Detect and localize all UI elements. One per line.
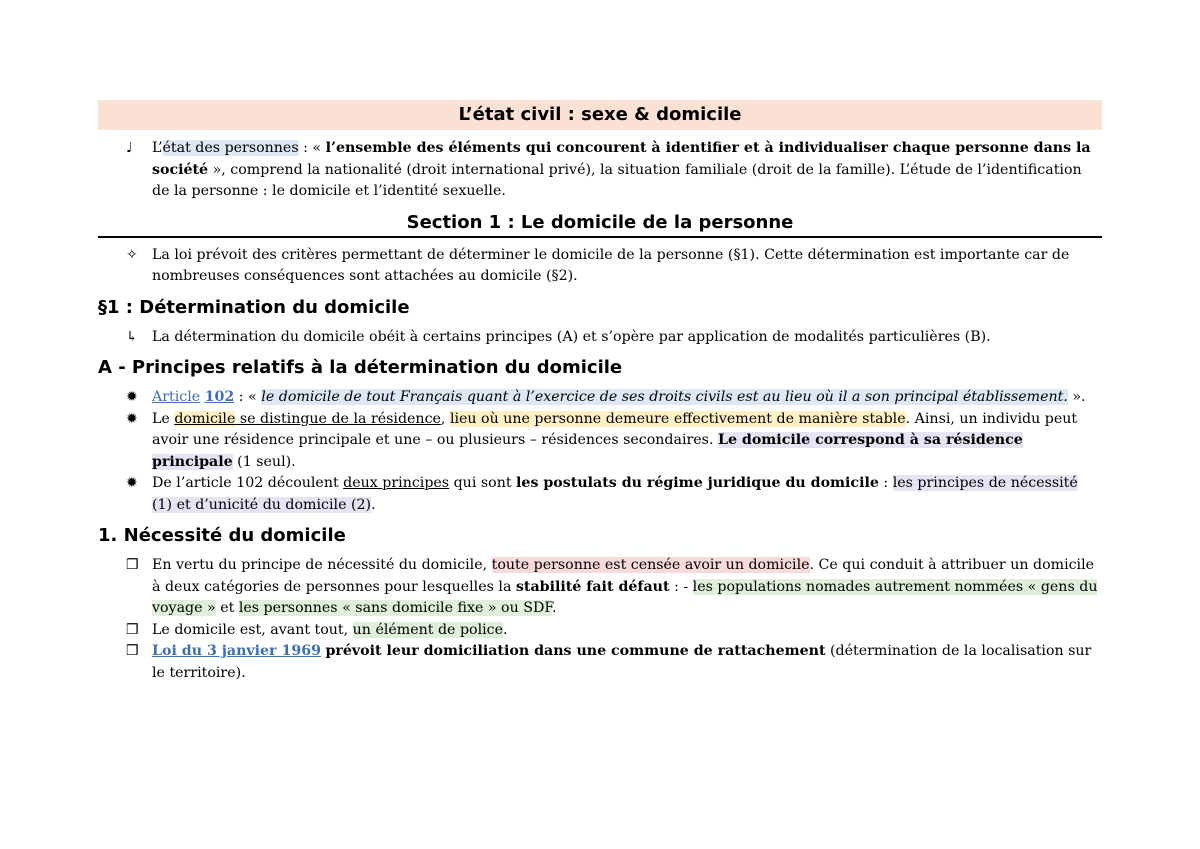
checkbox-icon: ❒ — [126, 621, 139, 638]
article-number-link[interactable]: 102 — [204, 389, 235, 405]
note-icon: ♩ — [126, 140, 133, 156]
list-item: ✹ Article 102 : « le domicile de tout Français quant à l’exercice de ses droits civils est au lieu où il a son principal établissement. ». — [98, 387, 1102, 409]
burst-icon: ✹ — [126, 475, 138, 491]
checkbox-icon: ❒ — [126, 643, 139, 659]
subsection-heading-a: A - Principes relatifs à la détermination du domicile — [98, 357, 623, 378]
checkbox-icon: ❒ — [126, 557, 139, 573]
arrow-icon: ↳ — [126, 328, 138, 345]
page-title: L’état civil : sexe & domicile — [98, 100, 1102, 130]
star-outline-icon: ✧ — [126, 246, 138, 263]
definition-text: l’ensemble des éléments qui concourent à identifier et à individualiser chaque personne dans la société — [152, 140, 1091, 178]
list-item: ❒ En vertu du principe de nécessité du domicile, toute personne est censée avoir un domicile. Ce qui conduit à attribuer un domicile à deux catégories de personnes pour lesquelles la stabilité fait défaut : - les populations nomades autrement nommées « gens du voyage » et les personnes « sans domicile fixe » ou SDF. — [126, 557, 1098, 616]
section-heading: Section 1 : Le domicile de la personne — [98, 212, 1102, 238]
list-item: ✹ Le domicile se distingue de la résidence, lieu où une personne demeure effectivement de manière stable. Ainsi, un individu peut avoir une résidence principale et une – ou plusieurs – résidences secondaires. Le domicile correspond à sa résidence principale (1 seul). — [126, 410, 1078, 470]
section-intro: ✧ La loi prévoit des critères permettant de déterminer le domicile de la personne (§1). Cette détermination est importante car de nombreuses conséquences sont attachées au domicile (§2). — [126, 246, 1070, 284]
law-link[interactable]: Loi du 3 janvier 1969 — [152, 643, 321, 659]
list-item: ❒ Le domicile est, avant tout, un élément de police. — [98, 620, 1102, 642]
list-item: ✹ De l’article 102 découlent deux principes qui sont les postulats du régime juridique du domicile : les principes de nécessité (1) et d’unicité du domicile (2). — [126, 475, 1078, 513]
article-link[interactable]: Article — [152, 389, 201, 405]
highlight-term: état des personnes — [162, 140, 299, 156]
subsection-heading-1: 1. Nécessité du domicile — [98, 525, 346, 546]
document-page — [98, 100, 1102, 684]
paragraph-heading: §1 : Détermination du domicile — [98, 296, 410, 318]
intro-paragraph: ♩ L’état des personnes : « l’ensemble des éléments qui concourent à identifier et à individualiser chaque personne dans la société », comprend la nationalité (droit international privé), la situation familiale (droit de la famille). L’étude de l’identification de la personne : le domicile et l’identité sexuelle. — [126, 140, 1091, 199]
burst-icon: ✹ — [126, 389, 138, 405]
paragraph-intro: ↳ La détermination du domicile obéit à certains principes (A) et s’opère par application de modalités particulières (B). — [98, 327, 1102, 349]
list-item: ❒ Loi du 3 janvier 1969 prévoit leur domiciliation dans une commune de rattachement (détermination de la localisation sur le territoire). — [126, 643, 1092, 681]
burst-icon: ✹ — [126, 410, 138, 427]
article-quote: le domicile de tout Français quant à l’exercice de ses droits civils est au lieu où il a son principal établissement. — [261, 389, 1068, 405]
